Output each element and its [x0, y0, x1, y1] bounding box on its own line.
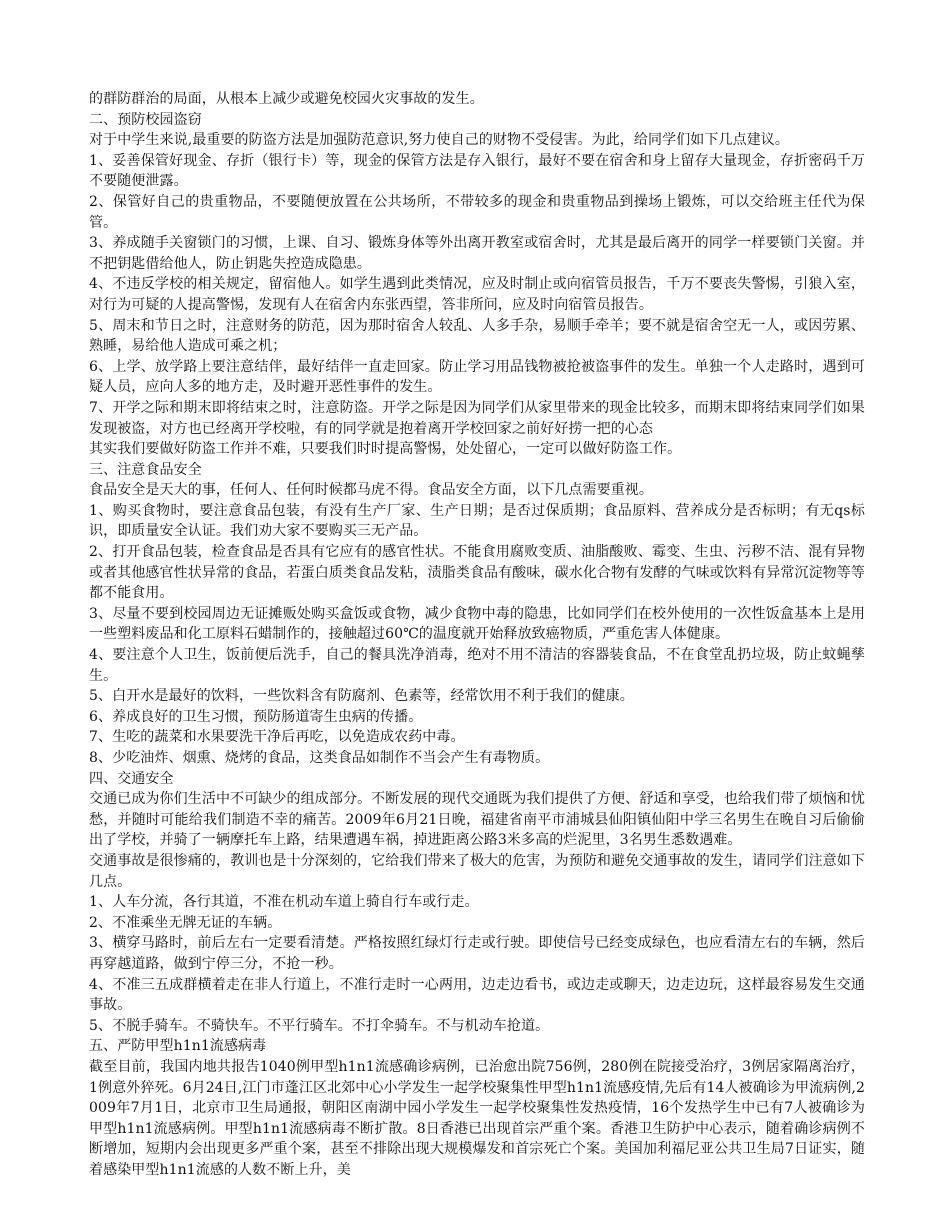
traffic-lesson: 交通事故是很惨痛的，教训也是十分深刻的，它给我们带来了极大的危害，为预防和避免交通事故的发生，请同学们注意如下几点。 [89, 852, 865, 890]
food-item-6: 6、养成良好的卫生习惯，预防肠道寄生虫病的传播。 [89, 708, 423, 725]
theft-item-3: 3、养成随手关窗锁门的习惯，上课、自习、锻炼身体等外出离开教室或宿舍时，尤其是最后离开的同学一样要锁门关窗。并不把钥匙借给他人，防止钥匙失控造成隐患。 [89, 235, 865, 272]
food-item-5: 5、白开水是最好的饮料，一些饮料含有防腐剂、色素等，经常饮用不利于我们的健康。 [89, 688, 634, 705]
section-heading-food: 三、注意食品安全 [89, 461, 202, 478]
food-item-1: 1、购买食物时，要注意食品包装，有没有生产厂家、生产日期；是否过保质期；食品原料、营养成分是否标明；有无qs标识，即质量安全认证。我们劝大家不要购买三无产品。 [89, 502, 865, 540]
section-heading-traffic: 四、交通安全 [89, 770, 174, 787]
section-heading-h1n1: 五、严防甲型h1n1流感病毒 [89, 1038, 267, 1055]
document-page [89, 89, 865, 1180]
food-item-4: 4、要注意个人卫生，饭前便后洗手，自己的餐具洗净消毒，绝对不用不清洁的容器装食品，不在食堂乱扔垃圾，防止蚊蝇孳生。 [89, 647, 865, 684]
food-item-7: 7、生吃的蔬菜和水果要洗干净后再吃，以免造成农药中毒。 [89, 729, 465, 746]
food-intro: 食品安全是天大的事，任何人、任何时候都马虎不得。食品安全方面，以下几点需要重视。 [89, 482, 653, 499]
theft-item-4: 4、不违反学校的相关规定，留宿他人。如学生遇到此类情况，应及时制止或向宿管员报告，千万不要丧失警惕，引狼入室，对行为可疑的人提高警惕，发现有人在宿舍内东张西望，答非所问，应及时向宿管员报告。 [89, 276, 865, 313]
h1n1-body: 截至目前，我国内地共报告1040例甲型h1n1流感确诊病例，已治愈出院756例，280例在院接受治疗，3例居家隔离治疗，1例意外猝死。6月24日,江门市蓬江区北郊中心小学发生一起学校聚集性甲型h1n1流感疫情,先后有14人被确诊为甲流病例,2009年7月1日，北京市卫生局通报，朝阳区南湖中园小学发生一起学校聚集性发热疫情，16个发热学生中已有7人被确诊为甲型h1n1流感病例。甲型h1n1流感病毒不断扩散。8日香港已出现首宗严重个案。香港卫生防护中心表示，随着确诊病例不断增加，短期内会出现更多严重个案，甚至不排除出现大规模爆发和首宗死亡个案。美国加利福尼亚公共卫生局7日证实，随着感染甲型h1n1流感的人数不断上升，美 [89, 1058, 865, 1178]
theft-item-7: 7、开学之际和期末即将结束之时，注意防盗。开学之际是因为同学们从家里带来的现金比较多，而期末即将结束同学们如果发现被盗，对方也已经离开学校啦，有的同学就是抱着离开学校回家之前好好捞一把的心态 [89, 399, 865, 437]
traffic-item-5: 5、不脱手骑车。不骑快车。不平行骑车。不打伞骑车。不与机动车抢道。 [89, 1017, 550, 1034]
traffic-item-4: 4、不准三五成群横着走在非人行道上，不准行走时一心两用，边走边看书，或边走或聊天，边走边玩，这样最容易发生交通事故。 [89, 976, 865, 1014]
theft-item-2: 2、保管好自己的贵重物品，不要随便放置在公共场所，不带较多的现金和贵重物品到操场上锻炼，可以交给班主任代为保管。 [89, 193, 865, 231]
text-line-fire-closing: 的群防群治的局面，从根本上减少或避免校园火灾事故的发生。 [89, 91, 484, 107]
theft-intro: 对于中学生来说,最重要的防盗方法是加强防范意识,努力使自己的财物不受侵害。为此，给同学们如下几点建议。 [89, 132, 789, 149]
traffic-intro: 交通已成为你们生活中不可缺少的组成部分。不断发展的现代交通既为我们提供了方便、舒适和享受，也给我们带了烦恼和忧愁，并随时可能给我们制造不幸的痛苦。2009年6月21日晚，福建省南平市浦城县仙阳镇仙阳中学三名男生在晚自习后偷偷出了学校，并骑了一辆摩托车上路，结果遭遇车祸，掉进距离公路3米多高的烂泥里，3名男生悉数遇难。 [89, 791, 865, 849]
theft-item-6: 6、上学、放学路上要注意结伴，最好结伴一直走回家。防止学习用品钱物被抢被盗事件的发生。单独一个人走路时，遇到可疑人员，应向人多的地方走，及时避开恶性事件的发生。 [89, 358, 865, 396]
food-item-3: 3、尽量不要到校园周边无证摊贩处购买盒饭或食物，减少食物中毒的隐患，比如同学们在校外使用的一次性饭盒基本上是用一些塑料废品和化工原料石蜡制作的，接触超过60℃的温度就开始释放致癌物质，严重危害人体健康。 [89, 605, 865, 643]
section-heading-theft: 二、预防校园盗窃 [89, 111, 202, 128]
theft-item-1: 1、妥善保管好现金、存折（银行卡）等，现金的保管方法是存入银行，最好不要在宿舍和身上留存大量现金，存折密码千万不要随便泄露。 [89, 152, 865, 190]
food-item-8: 8、少吃油炸、烟熏、烧烤的食品，这类食品如制作不当会产生有毒物质。 [89, 750, 550, 766]
traffic-item-2: 2、不准乘坐无牌无证的车辆。 [89, 914, 282, 931]
traffic-item-3: 3、横穿马路时，前后左右一定要看清楚。严格按照红绿灯行走或行驶。即使信号已经变成绿色，也应看清左右的车辆，然后再穿越道路，做到宁停三分，不抢一秒。 [89, 935, 865, 972]
food-item-2: 2、打开食品包装，检查食品是否具有它应有的感官性状。不能食用腐败变质、油脂酸败、霉变、生虫、污秽不洁、混有异物或者其他感官性状异常的食品，若蛋白质类食品发粘，渍脂类食品有酸味，碳水化合物有发酵的气味或饮料有异常沉淀物等等都不能食用。 [89, 544, 865, 602]
traffic-item-1: 1、人车分流，各行其道，不准在机动车道上骑自行车或行走。 [89, 894, 479, 911]
theft-item-5: 5、周末和节日之时，注意财务的防范，因为那时宿舍人较乱、人多手杂，易顺手牵羊；要不就是宿舍空无一人，或因劳累、熟睡，易给他人造成可乘之机； [89, 317, 865, 355]
theft-summary: 其实我们要做好防盗工作并不难，只要我们时时提高警惕，处处留心，一定可以做好防盗工作。 [89, 441, 682, 458]
